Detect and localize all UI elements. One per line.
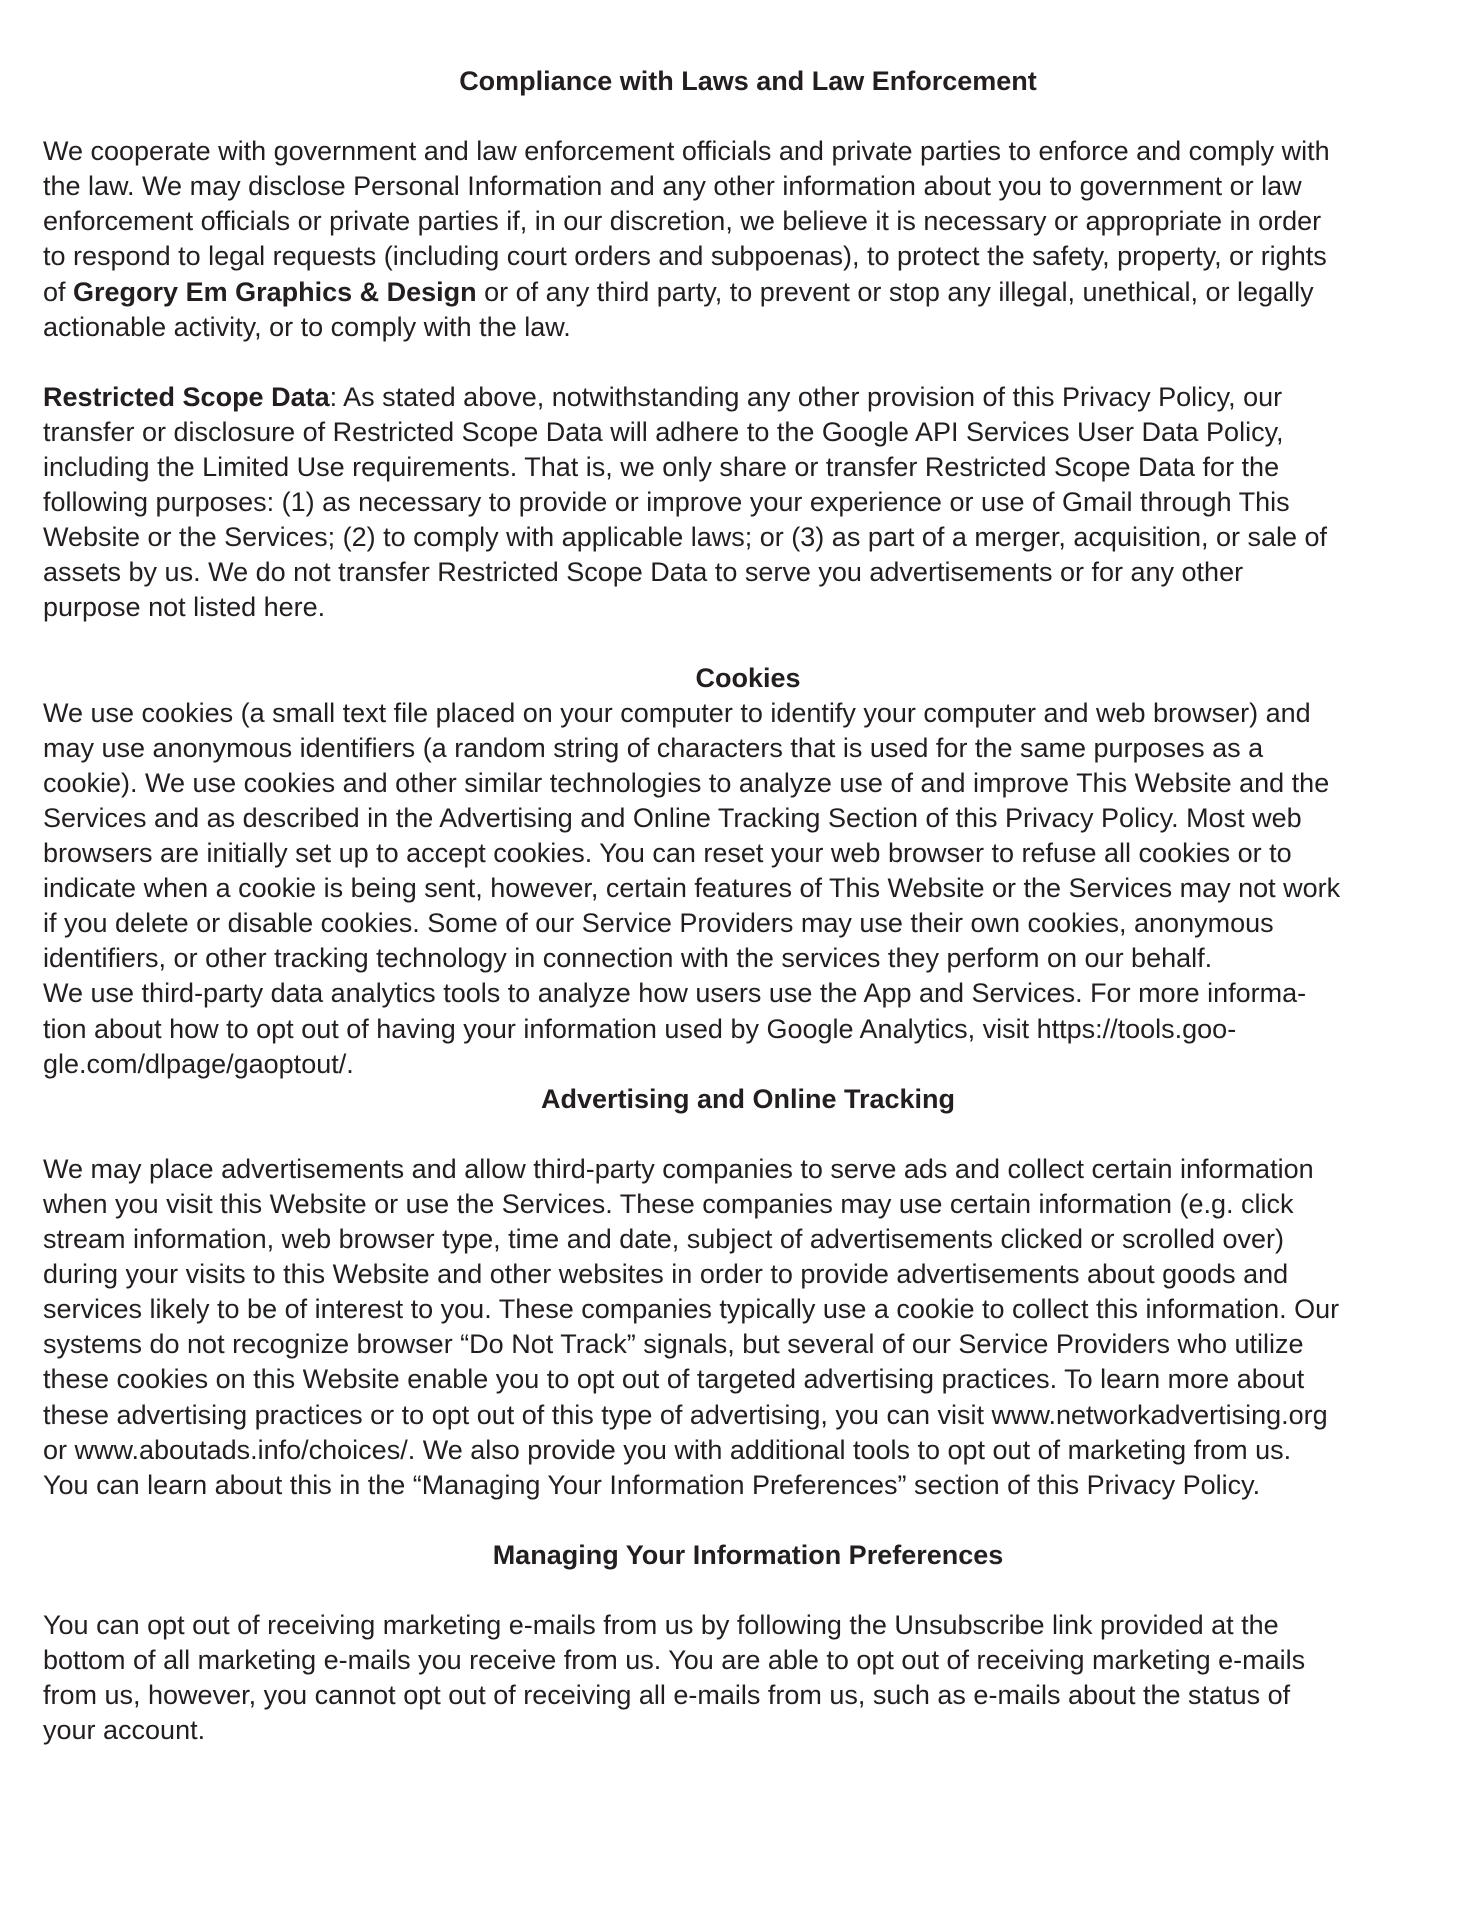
blank-line	[43, 99, 1453, 134]
text-segment: We use third-party data analytics tools to analyze how users use the App and Services. For more informa-	[43, 978, 1307, 1009]
blank-line	[43, 345, 1453, 380]
text-line	[43, 1257, 1453, 1292]
text-segment: during your visits to this Website and other websites in order to provide advertisements about goods and	[43, 1259, 1289, 1290]
bold-text: Restricted Scope Data	[43, 381, 330, 412]
text-line	[43, 275, 1453, 310]
text-line	[43, 1678, 1453, 1713]
text-segment: these cookies on this Website enable you to opt out of targeted advertising practices. To learn more about	[43, 1364, 1305, 1395]
text-line	[43, 1468, 1453, 1503]
text-line	[43, 1713, 1453, 1748]
text-segment: Advertising and Online Tracking	[540, 1083, 956, 1114]
text-line	[43, 1327, 1453, 1362]
text-segment: if you delete or disable cookies. Some of our Service Providers may use their own cookies, anonymous	[43, 908, 1274, 939]
privacy-policy-document	[43, 64, 1453, 1749]
text-segment: transfer or disclosure of Restricted Scope Data will adhere to the Google API Services User Data Policy,	[43, 416, 1284, 447]
text-segment: including the Limited Use requirements. That is, we only share or transfer Restricted Scope Data for the	[43, 452, 1280, 483]
paragraph-restricted-scope-data	[43, 380, 1453, 626]
text-segment: browsers are initially set up to accept cookies. You can reset your web browser to refuse all cookies or to	[43, 838, 1292, 869]
text-segment: : As stated above, notwithstanding any other provision of this Privacy Policy, our	[329, 381, 1283, 412]
blank-line	[43, 1573, 1453, 1608]
text-line	[43, 1362, 1453, 1397]
text-line	[43, 520, 1453, 555]
text-segment: indicate when a cookie is being sent, however, certain features of This Website or the Services may not work	[43, 873, 1341, 904]
text-segment: your account.	[43, 1715, 206, 1746]
text-segment: enforcement officials or private parties if, in our discretion, we believe it is necessary or appropriate in order	[43, 206, 1322, 237]
text-line	[43, 169, 1453, 204]
text-line	[43, 836, 1453, 871]
text-line	[43, 204, 1453, 239]
text-segment: stream information, web browser type, time and date, subject of advertisements clicked or scrolled over)	[43, 1224, 1285, 1255]
paragraph-compliance	[43, 134, 1453, 345]
text-line	[43, 766, 1453, 801]
text-line	[43, 380, 1453, 415]
text-segment: of	[43, 276, 74, 307]
text-segment: when you visit this Website or use the Services. These companies may use certain information (e.g. click	[43, 1189, 1294, 1219]
text-segment: We cooperate with government and law enforcement officials and private parties to enforce and comply with	[43, 136, 1330, 167]
text-segment: We may place advertisements and allow third-party companies to serve ads and collect certain information	[43, 1153, 1314, 1184]
text-segment: to respond to legal requests (including court orders and subpoenas), to protect the safety, property, or rights	[43, 241, 1327, 272]
text-segment: services likely to be of interest to you. These companies typically use a cookie to collect this information. Our	[43, 1294, 1340, 1325]
text-segment: gle.com/dlpage/gaoptout/.	[43, 1048, 354, 1079]
text-line	[43, 871, 1453, 906]
text-segment: We use cookies (a small text file placed on your computer to identify your computer and web browser) and	[43, 697, 1311, 728]
text-segment: or www.aboutads.info/choices/. We also provide you with additional tools to opt out of marketing from us.	[43, 1434, 1292, 1465]
text-line	[43, 415, 1453, 450]
blank-line	[43, 626, 1453, 661]
paragraph-advertising	[43, 1152, 1453, 1503]
paragraph-analytics	[43, 976, 1453, 1081]
text-line	[43, 906, 1453, 941]
text-line	[43, 590, 1453, 625]
text-line	[43, 1047, 1453, 1082]
heading-managing-preferences	[43, 1538, 1453, 1573]
text-line	[43, 696, 1453, 731]
text-line	[43, 801, 1453, 836]
text-line	[43, 239, 1453, 274]
text-line	[43, 555, 1453, 590]
text-line	[43, 310, 1453, 345]
text-line	[43, 941, 1453, 976]
text-segment: may use anonymous identifiers (a random string of characters that is used for the same purposes as a	[43, 732, 1264, 763]
text-line	[43, 1608, 1453, 1643]
text-line	[43, 976, 1453, 1011]
bold-text: Gregory Em Graphics & Design	[73, 276, 477, 307]
blank-line	[43, 1503, 1453, 1538]
text-segment: You can learn about this in the “Managing Your Information Preferences” section of this Privacy Policy.	[43, 1469, 1261, 1500]
paragraph-managing-preferences	[43, 1608, 1453, 1748]
text-line	[43, 1012, 1453, 1047]
text-segment: Compliance with Laws and Law Enforcement	[459, 66, 1037, 96]
text-line	[43, 1398, 1453, 1433]
text-line	[43, 1152, 1453, 1187]
heading-cookies	[43, 661, 1453, 696]
text-segment: Services and as described in the Advertising and Online Tracking Section of this Privacy Policy. Most web	[43, 802, 1302, 833]
text-segment: Website or the Services; (2) to comply with applicable laws; or (3) as part of a merger, acquisition, or sale of	[43, 522, 1328, 553]
section-heading	[43, 661, 1453, 696]
text-segment: or of any third party, to prevent or stop any illegal, unethical, or legally	[476, 276, 1314, 307]
text-segment: tion about how to opt out of having your information used by Google Analytics, visit https://tools.goo-	[43, 1013, 1237, 1044]
blank-line	[43, 1117, 1453, 1152]
text-line	[43, 450, 1453, 485]
text-segment: purpose not listed here.	[43, 592, 326, 623]
text-segment: You can opt out of receiving marketing e-mails from us by following the Unsubscribe link provided at the	[43, 1610, 1279, 1641]
paragraph-cookies	[43, 696, 1453, 977]
text-line	[43, 731, 1453, 766]
text-line	[43, 1292, 1453, 1327]
section-heading	[43, 64, 1453, 99]
text-segment: these advertising practices or to opt out of this type of advertising, you can visit www.networkadvertising.org	[43, 1399, 1328, 1430]
heading-advertising	[43, 1082, 1453, 1117]
text-line	[43, 1433, 1453, 1468]
text-segment: following purposes: (1) as necessary to provide or improve your experience or use of Gmail through This	[43, 487, 1290, 518]
text-line	[43, 1222, 1453, 1257]
heading-compliance	[43, 64, 1453, 99]
text-segment: identifiers, or other tracking technology in connection with the services they perform on our behalf.	[43, 943, 1213, 974]
text-line	[43, 1643, 1453, 1678]
text-segment: from us, however, you cannot opt out of receiving all e-mails from us, such as e-mails about the status of	[43, 1680, 1291, 1711]
text-segment: Managing Your Information Preferences	[492, 1539, 1004, 1570]
text-line	[43, 485, 1453, 520]
text-segment: systems do not recognize browser “Do Not Track” signals, but several of our Service Providers who utilize	[43, 1329, 1304, 1360]
text-segment: cookie). We use cookies and other similar technologies to analyze use of and improve This Website and the	[43, 767, 1330, 798]
text-segment: assets by us. We do not transfer Restricted Scope Data to serve you advertisements or for any other	[43, 557, 1244, 588]
section-heading	[43, 1538, 1453, 1573]
text-segment: bottom of all marketing e-mails you receive from us. You are able to opt out of receiving marketing e-mails	[43, 1645, 1306, 1676]
text-segment: Cookies	[695, 662, 801, 693]
text-segment: actionable activity, or to comply with the law.	[43, 311, 571, 342]
text-line	[43, 134, 1453, 169]
text-line	[43, 1187, 1453, 1222]
text-segment: the law. We may disclose Personal Information and any other information about you to government or law	[43, 171, 1302, 202]
section-heading	[43, 1082, 1453, 1117]
